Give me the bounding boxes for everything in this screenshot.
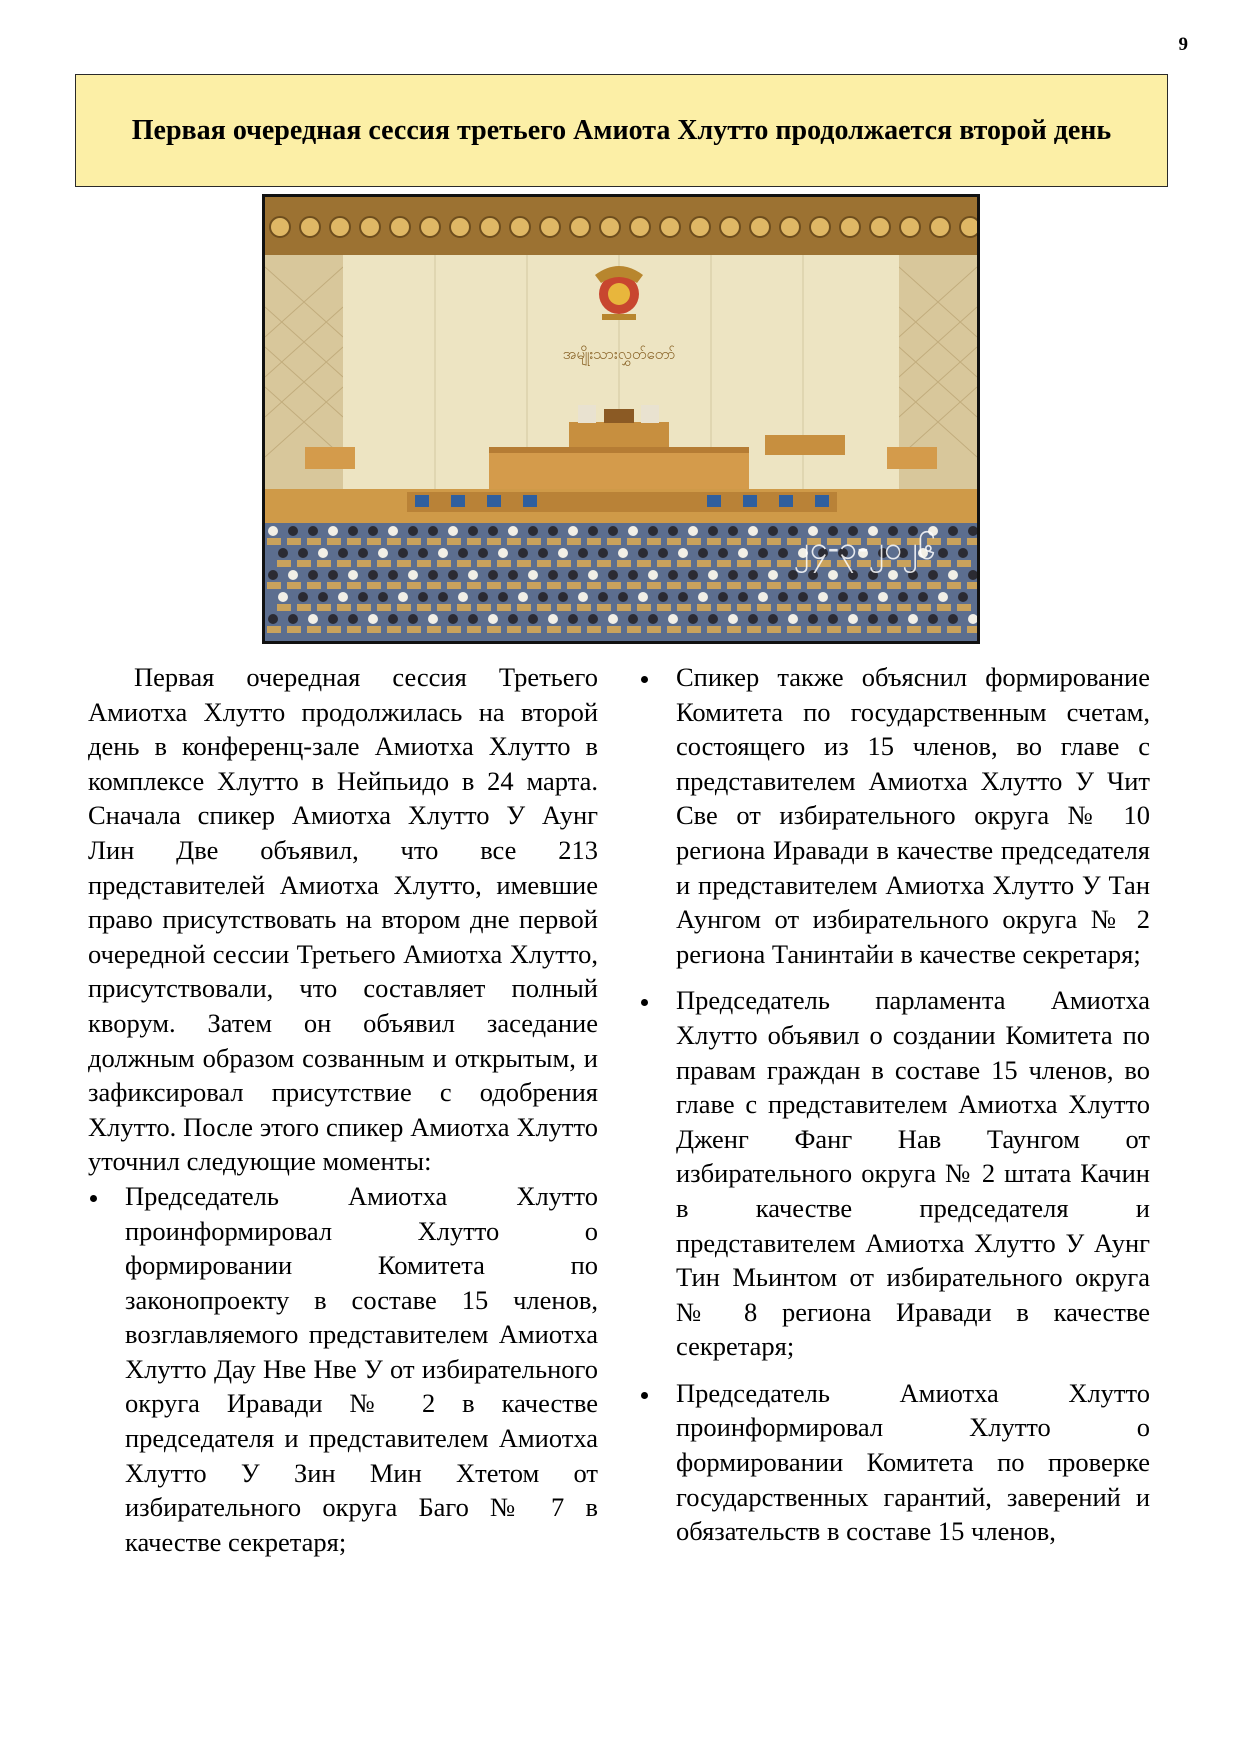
list-item: Председатель парламента Амиотха Хлутто объявил о создании Комитета по правам граждан в составе 15 членов, во главе с представителем Амиотха Хлутто Дженг Фанг Нав Таунгом от избирательного округа № 2 штата Качин в качестве председателя и представителем Амиотха Хлутто У Аунг Тин Мьинтом от избирательного округа № 8 региона Иравади в качестве секретаря; <box>638 983 1150 1364</box>
secretariat-bench <box>489 447 749 489</box>
headline-title: Первая очередная сессия третьего Амиота Хлутто продолжается второй день <box>131 114 1112 146</box>
list-item: Председатель Амиотха Хлутто проинформировал Хлутто о формировании Комитета по проверке государственных гарантий, заверений и обязательств в составе 15 членов, <box>638 1376 1150 1549</box>
parliament-hall-illustration <box>265 197 977 641</box>
list-item: Спикер также объяснил формирование Комитета по государственным счетам, состоящего из 15 членов, во главе с представителем Амиотха Хлутто У Чит Све от избирательного округа № 10 региона Иравади в качестве председателя и представителем Амиотха Хлутто У Тан Аунгом от избирательного округа № 2 региона Танинтайи в качестве секретаря; <box>638 660 1150 971</box>
hall-inscription: အမျိုးသားလွှတ်တော် <box>562 345 676 363</box>
right-bullet-list <box>638 660 1150 1549</box>
page-number: 9 <box>1178 34 1188 55</box>
list-item: Председатель Амиотха Хлутто проинформировал Хлутто о формировании Комитета по законопроекту в составе 15 членов, возглавляемого представителем Амиотха Хлутто Дау Нве Нве У от избирательного округа Иравади № 2 в качестве председателя и представителем Амиотха Хлутто У Зин Мин Хтетом от избирательного округа Баго № 7 в качестве секретаря; <box>88 1179 598 1560</box>
date-overlay: ၂၄-၃-၂၀၂၆ <box>793 529 937 567</box>
parliament-hall-photo <box>262 194 980 644</box>
article-column-right <box>638 660 1150 1561</box>
article-column-left <box>88 660 598 1559</box>
headline-banner <box>75 74 1168 187</box>
left-bullet-list <box>88 1179 598 1560</box>
article-intro: Первая очередная сессия Третьего Амиотха Хлутто продолжилась на второй день в конференц-зале Амиотха Хлутто в комплексе Хлутто в Нейпьидо в 24 марта. Сначала спикер Амиотха Хлутто У Аунг Лин Две объявил, что все 213 представителей Амиотха Хлутто, имевшие право присутствовать на втором дне первой очередной сессии Третьего Амиотха Хлутто, присутствовали, что составляет полный кворум. Затем он объявил заседание должным образом созванным и открытым, и зафиксировал присутствие с одобрения Хлутто. После этого спикер Амиотха Хлутто уточнил следующие моменты: <box>88 662 598 1177</box>
